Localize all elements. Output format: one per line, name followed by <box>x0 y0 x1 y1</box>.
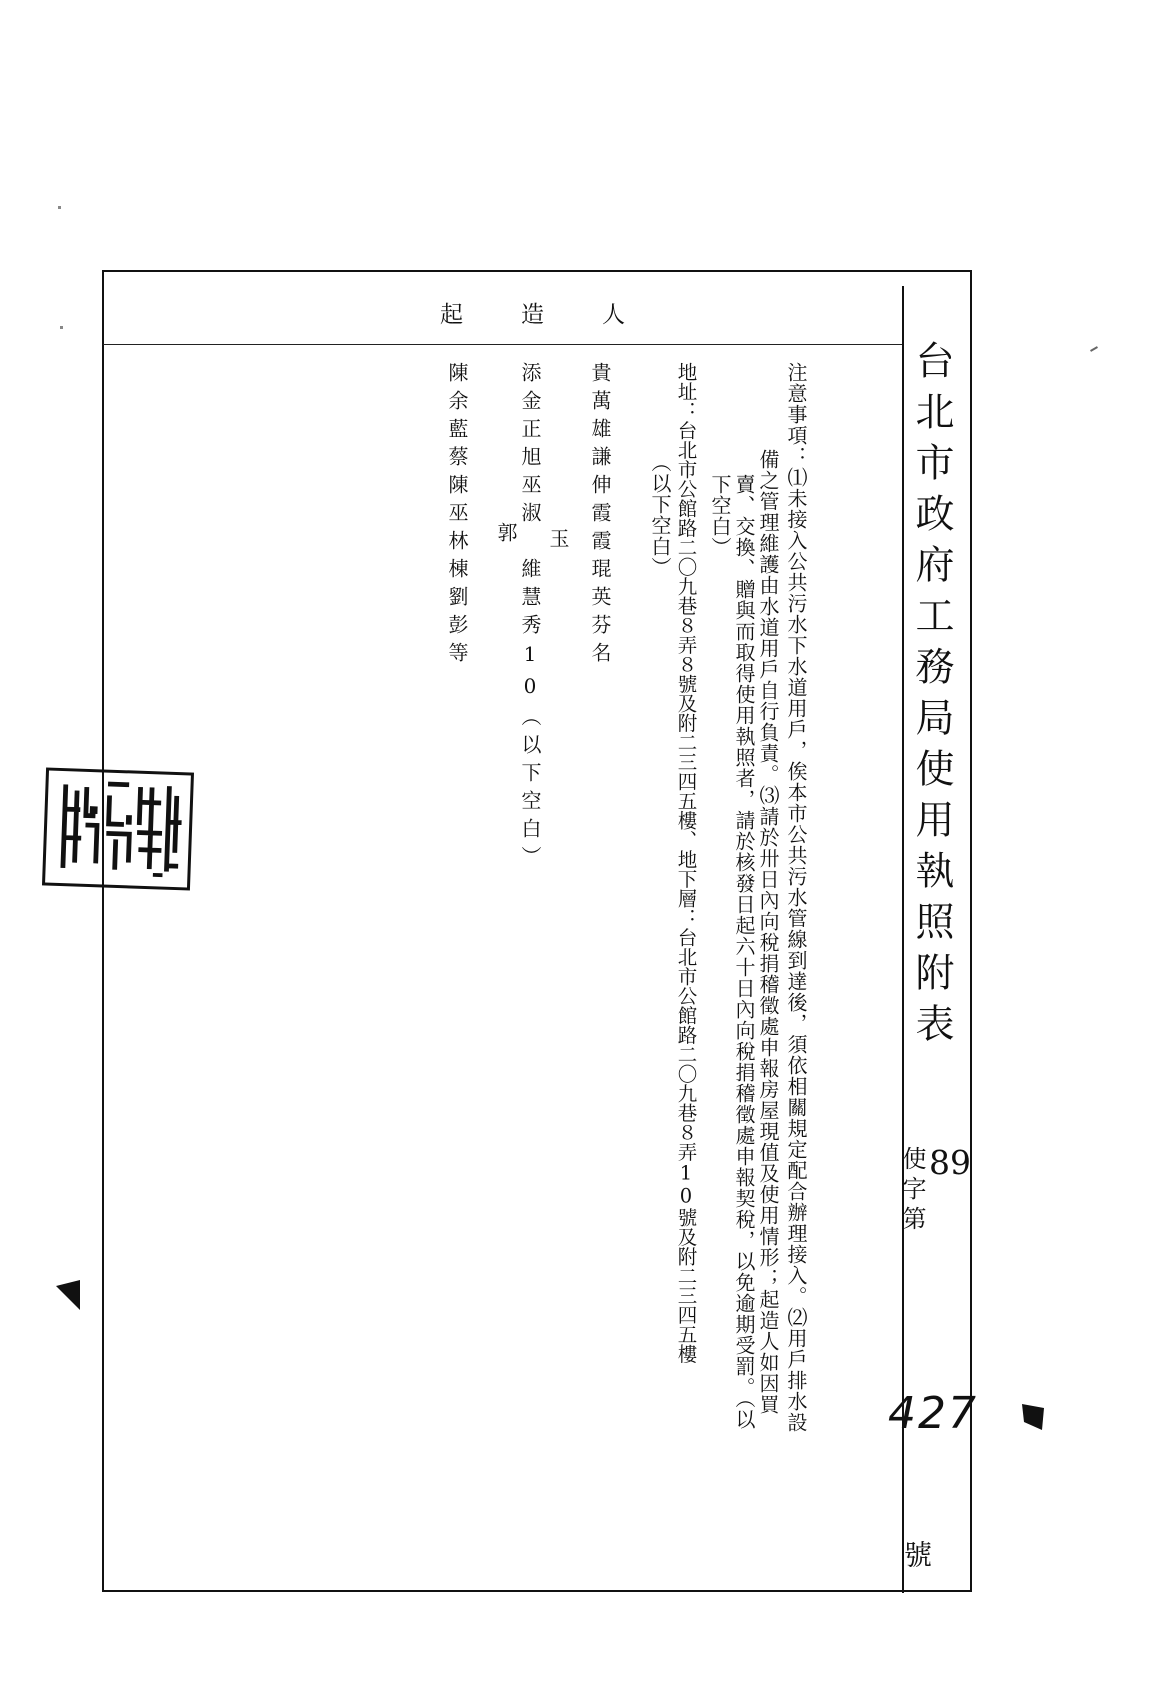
applicant-names-column-3: 添金正旭巫淑 維慧秀10（以下空白） <box>518 362 542 874</box>
notes-column-2: 備之管理維護由水道用戶自行負責。⑶請於卅日內向稅捐稽徵處申報房屋現值及使用情形；起造人如因買 <box>756 449 780 1415</box>
scan-speck <box>1090 346 1098 352</box>
form-title: 台北市政府工務局使用執照附表 <box>909 340 954 1054</box>
handwritten-document-number: 427 <box>888 1388 978 1439</box>
notes-column-4: 下空白） <box>708 474 732 558</box>
document-number-label <box>896 1143 971 1236</box>
registration-mark-left <box>54 1278 84 1312</box>
document-year: 89 <box>929 1143 971 1182</box>
official-seal-stamp <box>42 767 194 890</box>
applicant-header: 起 造 人 <box>440 302 629 328</box>
notes-column-3: 賣、交換、贈與而取得使用執照者，請於核發日起六十日內向稅捐稽徵處申報契稅，以免逾期受罰。（以 <box>732 474 756 1430</box>
header-divider-line <box>103 344 903 345</box>
address-column: 地址：台北市公館路二〇九巷８弄８號及附二三四五樓、地下層：台北市公館路二〇九巷８弄10號及附二三四五樓 <box>674 362 698 1364</box>
address-blank-note: （以下空白） <box>648 452 672 578</box>
applicant-names-column-1: 貴萬雄謙伸霞霞琨英芬名 <box>588 362 612 670</box>
applicant-names-column-2b: 郭 <box>494 522 518 543</box>
scan-speck <box>58 206 61 209</box>
applicant-names-column-2a: 玉 <box>546 528 570 549</box>
applicant-names-column-4: 陳余藍蔡陳巫林棟劉彭等 <box>445 362 469 670</box>
document-char-label: 使字第 <box>898 1146 926 1236</box>
notes-column-1: 注意事項：⑴未接入公共污水下水道用戶，俟本市公共污水管線到達後，須依相關規定配合辦理接入。⑵用戶排水設 <box>784 362 808 1433</box>
registration-mark-right <box>1020 1402 1046 1432</box>
document-suffix-label: 號 <box>900 1540 933 1568</box>
scan-speck <box>60 326 63 329</box>
